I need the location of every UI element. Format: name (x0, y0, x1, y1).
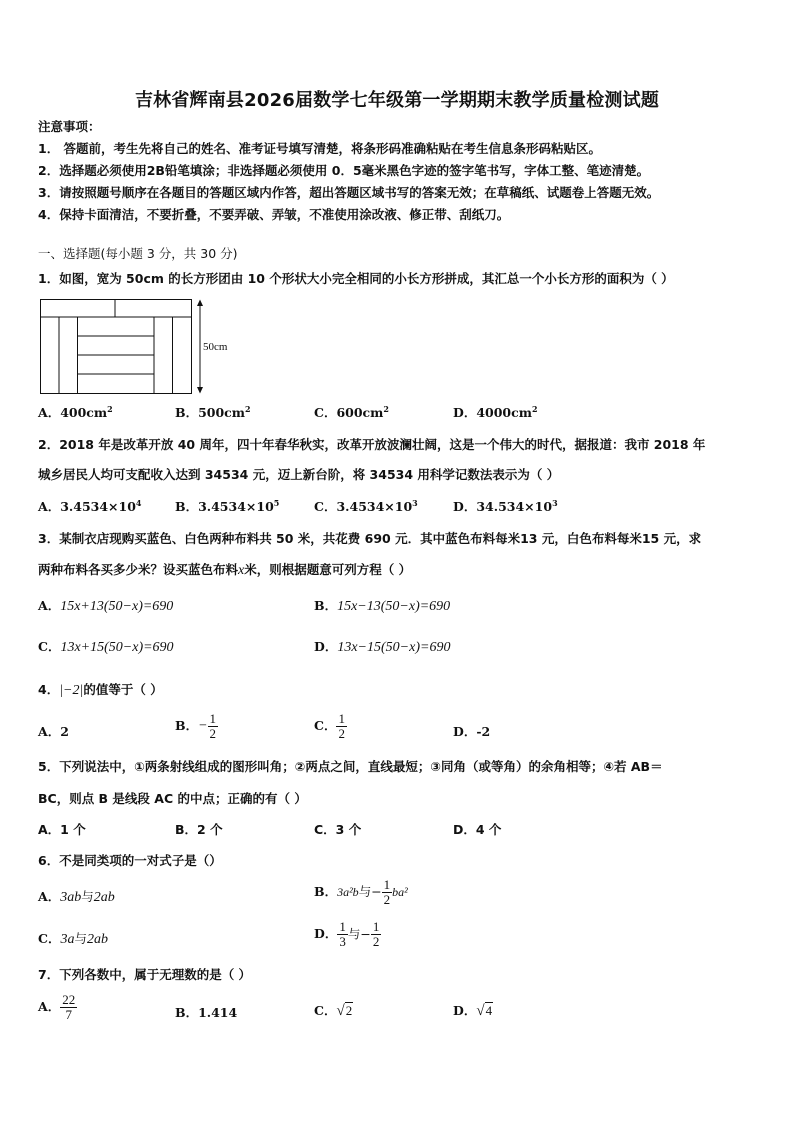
q3-option-b: B．15x−13(50−x)=690 (314, 598, 451, 614)
q5-option-b: B．2 个 (175, 822, 223, 837)
q2-option-b: B．$3.4534\times 10^5$ (175, 497, 280, 514)
q5-option-d: D．4 个 (453, 822, 502, 837)
q2-option-c: C．$3.4534\times 10^3$ (314, 497, 418, 514)
notice-item-4: 4．保持卡面清洁，不要折叠，不要弄破、弄皱，不准使用涂改液、修正带、刮纸刀。 (38, 207, 510, 222)
notice-item-3: 3．请按照题号顺序在各题目的答题区域内作答，超出答题区域书写的答案无效；在草稿纸、试题卷上答题无效。 (38, 185, 660, 200)
q2-option-d: D．$34.534\times 10^3$ (453, 497, 558, 514)
q6-option-a: A．3ab与2ab (38, 889, 115, 905)
q1-option-c: C．$600cm^2$ (314, 403, 389, 420)
q5-option-a: A．1 个 (38, 822, 86, 837)
notice-heading: 注意事项： (38, 119, 101, 134)
page-title: 吉林省辉南县2026届数学七年级第一学期期末教学质量检测试题 (134, 90, 660, 111)
q1-stem: 1．如图，宽为 50cm 的长方形团由 10 个形状大小完全相同的小长方形拼成，其汇总一个小长方形的面积为（ ） (38, 271, 674, 286)
q5-line1: 5．下列说法中，①两条射线组成的图形叫角；②两点之间，直线最短；③同角（或等角）的余角相等；④若 AB＝ (38, 759, 663, 774)
q2-option-a: A．$3.4534\times 10^4$ (38, 497, 142, 514)
q7-option-c: C．√2 (314, 1003, 353, 1019)
q1-width-label: 50cm (203, 341, 228, 353)
q6-option-b: B．3a²b与− $\frac{1}{2}$ ba² (314, 877, 408, 907)
q4-option-a: A．2 (38, 724, 69, 739)
q3-option-d: D．13x−15(50−x)=690 (314, 639, 451, 655)
q1-option-d: D．$4000cm^2$ (453, 403, 538, 420)
q3-line2: 两种布料各买多少米？设买蓝色布料x米，则根据题意可列方程（ ） (38, 562, 412, 578)
q3-line1: 3．某制衣店现购买蓝色、白色两种布料共 50 米，共花费 690 元．其中蓝色布料每米13 元，白色布料每米15 元，求 (38, 531, 702, 546)
q4-stem: 4．|−2|的值等于（ ） (38, 682, 163, 698)
q4-option-b: B．− $\frac{1}{2}$ (175, 711, 217, 741)
q7-option-a: A． $\frac{22}{7}$ (38, 992, 76, 1022)
q2-line2: 城乡居民人均可支配收入达到 34534 元，迈上新台阶，将 34534 用科学记数法表示为（ ） (38, 467, 560, 482)
q6-stem: 6．不是同类项的一对式子是（） (38, 853, 222, 868)
q7-option-d: D．√4 (453, 1003, 493, 1019)
q7-stem: 7．下列各数中，属于无理数的是（ ） (38, 967, 252, 982)
notice-item-2: 2．选择题必须使用2B铅笔填涂；非选择题必须使用 0．5毫米黑色字迹的签字笔书写，字体工整、笔迹清楚。 (38, 163, 650, 178)
notice-item-1: 1． 答题前，考生先将自己的姓名、准考证号填写清楚，将条形码准确粘贴在考生信息条形码粘贴区。 (38, 141, 602, 156)
q4-option-c: C． $\frac{1}{2}$ (314, 711, 345, 741)
q6-option-d: D． $\frac{1}{3}$ 与− $\frac{1}{2}$ (314, 919, 380, 949)
q1-option-b: B．$500cm^2$ (175, 403, 251, 420)
q3-option-a: A．15x+13(50−x)=690 (38, 598, 174, 614)
q7-option-b: B．1.414 (175, 1005, 238, 1020)
q2-line1: 2．2018 年是改革开放 40 周年，四十年春华秋实，改革开放波澜壮阔，这是一个伟大的时代，据报道：我市 2018 年 (38, 437, 706, 452)
q3-option-c: C．13x+15(50−x)=690 (38, 639, 174, 655)
q1-option-a: A．$400cm^2$ (38, 403, 113, 420)
q4-option-d: D．-2 (453, 724, 491, 739)
section-heading: 一、选择题(每小题 3 分，共 30 分) (38, 246, 238, 261)
q6-option-c: C．3a与2ab (38, 931, 108, 947)
q5-option-c: C．3 个 (314, 822, 362, 837)
q5-line2: BC，则点 B 是线段 AC 的中点；正确的有（ ） (38, 791, 307, 806)
